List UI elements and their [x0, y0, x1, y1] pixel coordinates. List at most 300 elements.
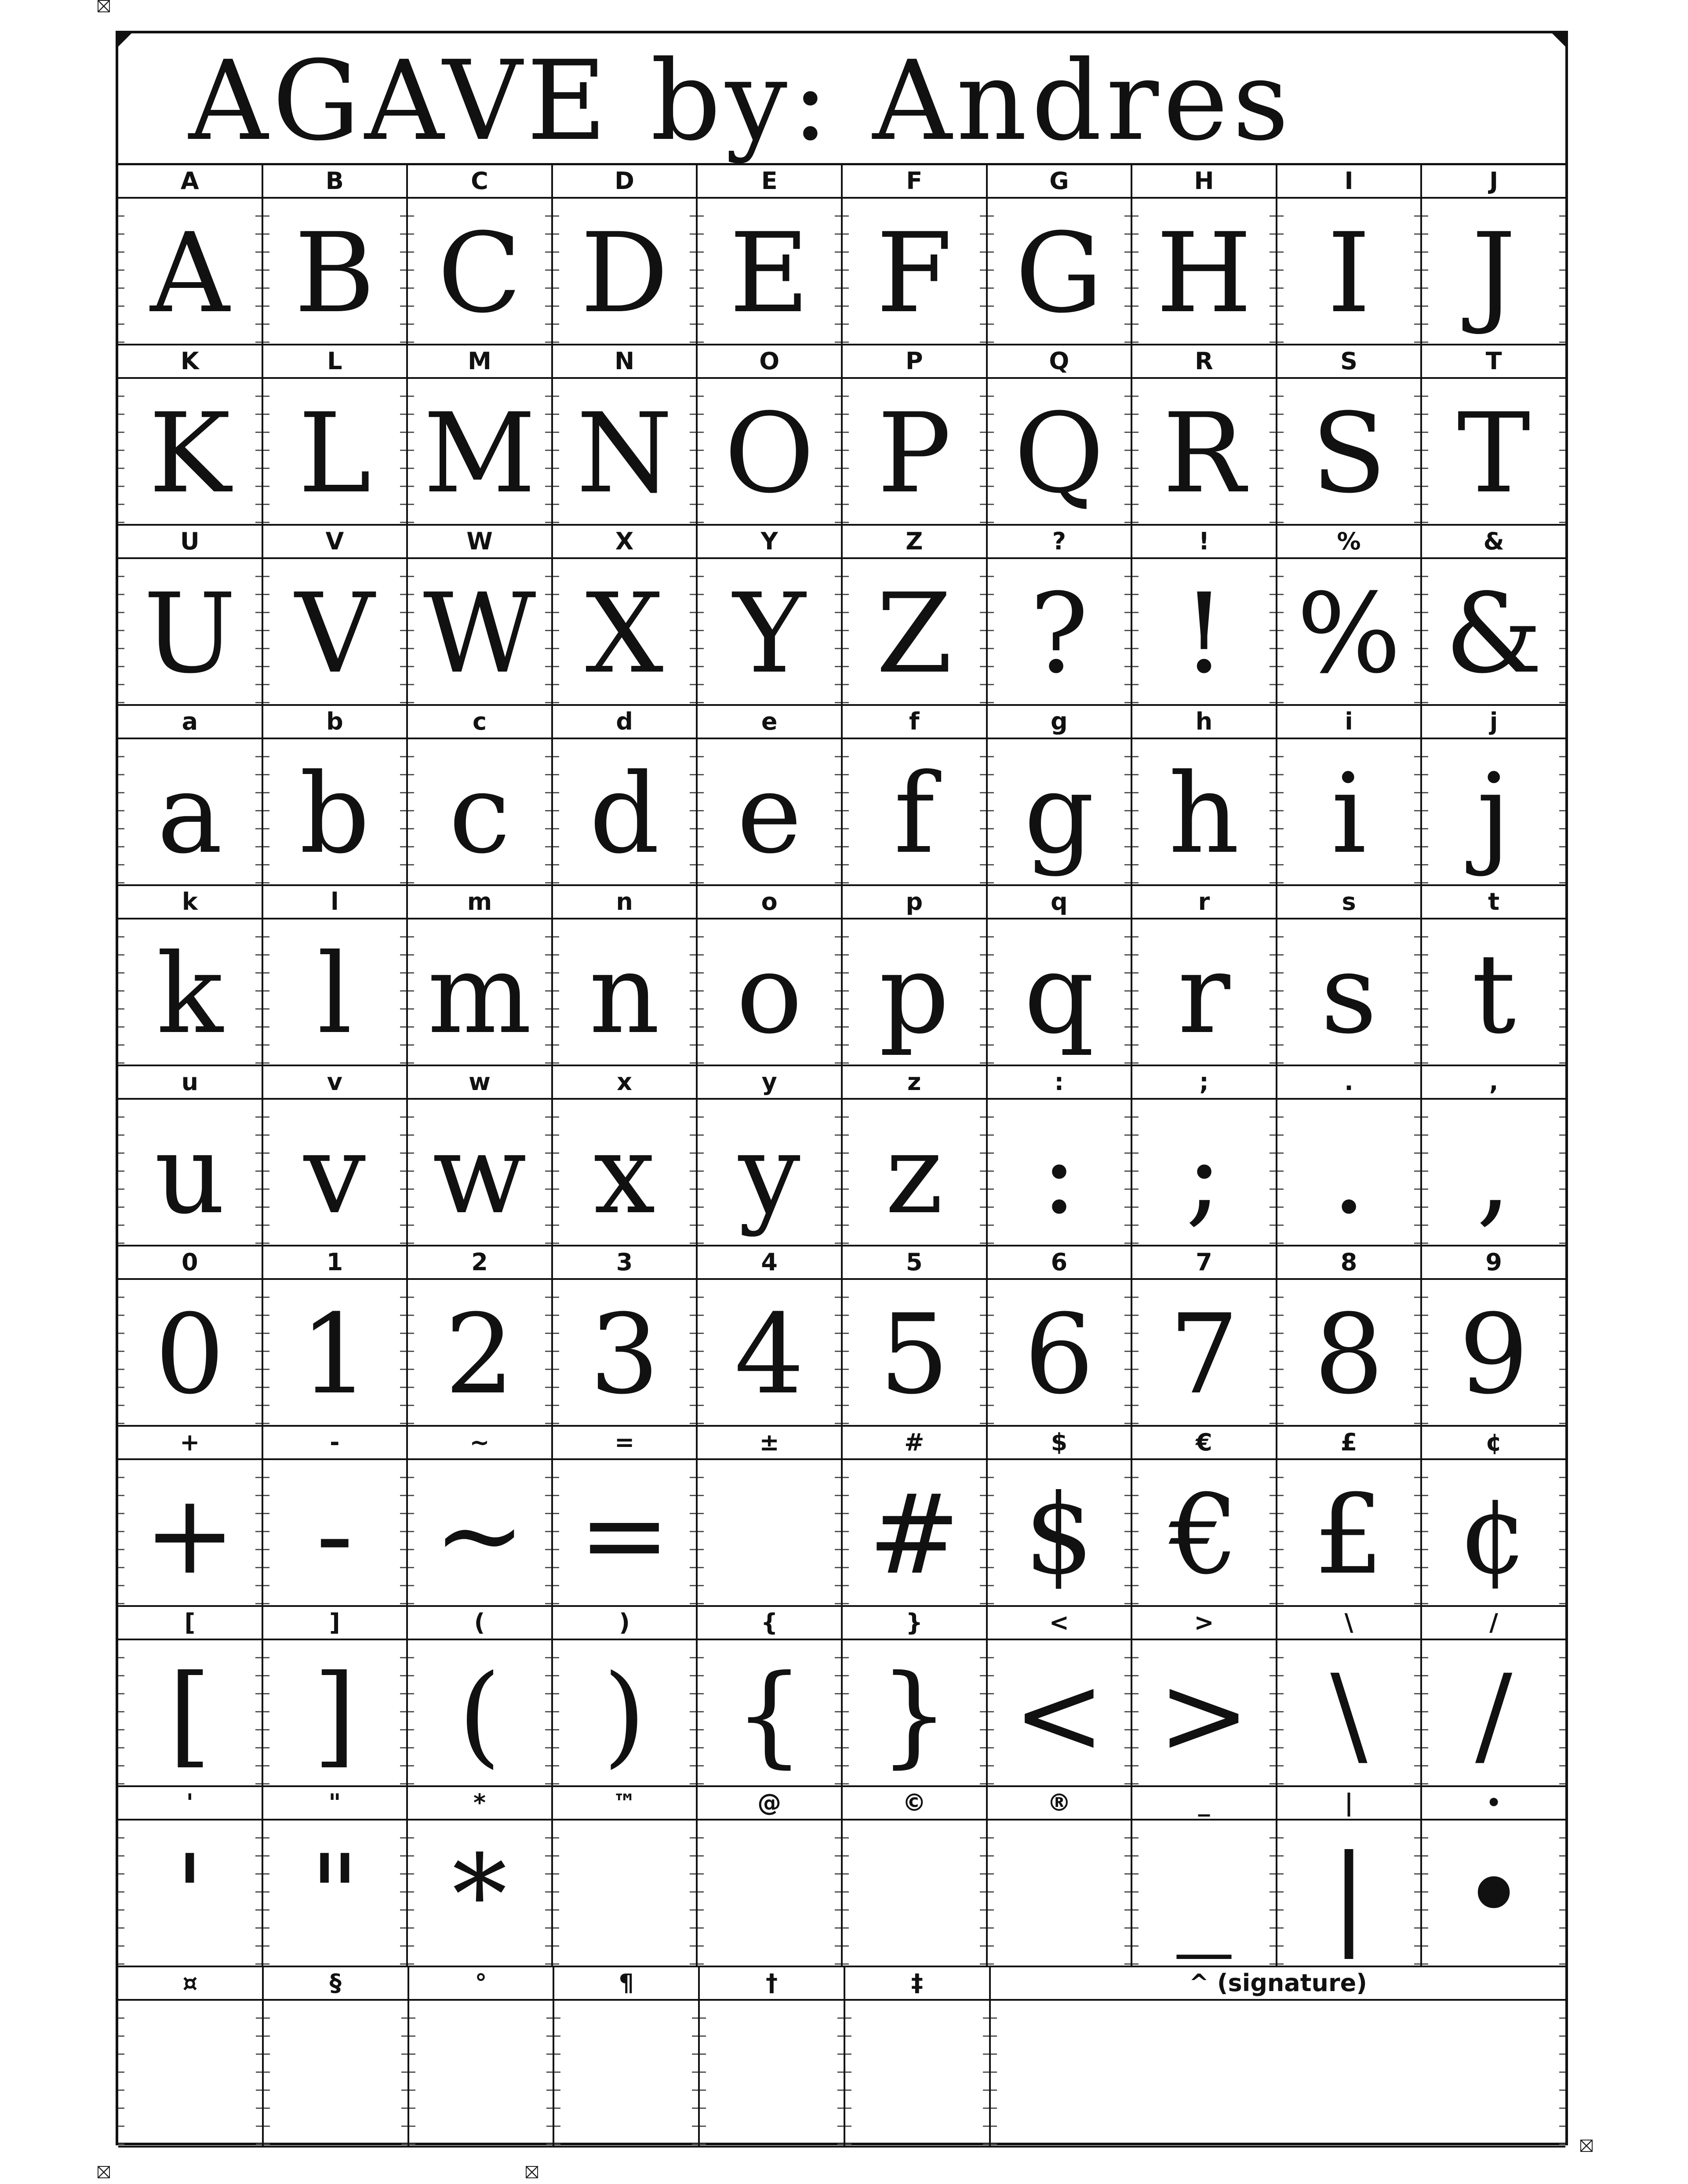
- glyph-sample: l: [317, 930, 353, 1058]
- glyph-sample: ?: [1030, 570, 1089, 698]
- glyph-box: [1132, 919, 1277, 1066]
- glyph-box: [698, 559, 843, 706]
- glyph-box: [408, 1821, 553, 1967]
- glyph-sample: y: [738, 1110, 800, 1238]
- cell-label: U: [118, 526, 263, 559]
- cell-label: €: [1132, 1427, 1277, 1460]
- label-row: [118, 1427, 1565, 1460]
- glyph-box: [988, 1460, 1133, 1607]
- cell-label: F: [843, 165, 988, 199]
- cell-label: e: [698, 706, 843, 739]
- cell-label: W: [408, 526, 553, 559]
- cell-label: N: [553, 345, 698, 379]
- glyph-sample: ~: [433, 1471, 526, 1599]
- title-row: [118, 33, 1565, 165]
- glyph-sample: /: [1475, 1651, 1513, 1779]
- glyph-sample: g: [1024, 750, 1095, 878]
- cell-label: !: [1132, 526, 1277, 559]
- cell-label: -: [263, 1427, 408, 1460]
- glyph-box: [263, 739, 408, 886]
- glyph-box: [553, 739, 698, 886]
- cell-label: [: [118, 1607, 263, 1640]
- label-row: [118, 165, 1565, 199]
- glyph-box: [1132, 1640, 1277, 1787]
- cell-label: #: [843, 1427, 988, 1460]
- glyph-box: [408, 1640, 553, 1787]
- cell-label: z: [843, 1066, 988, 1100]
- glyph-box: [1422, 739, 1565, 886]
- glyph-sample: A: [150, 209, 230, 337]
- glyph-box: [264, 2001, 409, 2148]
- glyph-row: [118, 919, 1565, 1066]
- cell-label: ¶: [554, 1967, 700, 2001]
- cell-label: %: [1277, 526, 1422, 559]
- cell-label: d: [553, 706, 698, 739]
- glyph-box: [118, 1640, 263, 1787]
- cell-label: =: [553, 1427, 698, 1460]
- glyph-box: [1132, 559, 1277, 706]
- glyph-box: [118, 559, 263, 706]
- glyph-box: [698, 919, 843, 1066]
- glyph-box: [1277, 559, 1422, 706]
- glyph-box: [843, 1460, 988, 1607]
- cell-label: •: [1422, 1787, 1565, 1821]
- label-row: [118, 1246, 1565, 1280]
- cell-label: }: [843, 1607, 988, 1640]
- cell-label: ©: [843, 1787, 988, 1821]
- glyph-sample: £: [1314, 1471, 1384, 1599]
- cell-label: £: [1277, 1427, 1422, 1460]
- glyph-sample: -: [316, 1471, 353, 1599]
- cell-label: 7: [1132, 1246, 1277, 1280]
- glyph-box: [553, 1280, 698, 1427]
- registration-mark: [526, 2166, 538, 2178]
- glyph-box: [988, 1821, 1133, 1967]
- glyph-sample: n: [589, 930, 660, 1058]
- glyph-box: [843, 199, 988, 345]
- glyph-box: [1422, 199, 1565, 345]
- glyph-box: [1132, 379, 1277, 526]
- glyph-box: [1277, 1280, 1422, 1427]
- cell-label: E: [698, 165, 843, 199]
- signature-box: [991, 2001, 1565, 2148]
- label-row: [118, 1607, 1565, 1640]
- glyph-box: [843, 1640, 988, 1787]
- glyph-box: [408, 919, 553, 1066]
- cell-label: l: [263, 886, 408, 919]
- glyph-box: [698, 199, 843, 345]
- glyph-sample: 9: [1459, 1290, 1529, 1418]
- glyph-sample: e: [737, 750, 802, 878]
- label-row: [118, 526, 1565, 559]
- cell-label: o: [698, 886, 843, 919]
- cell-label: @: [698, 1787, 843, 1821]
- glyph-sample: _: [1176, 1831, 1232, 1959]
- glyph-box: [988, 1100, 1133, 1246]
- cell-label: Z: [843, 526, 988, 559]
- glyph-box: [553, 919, 698, 1066]
- glyph-sample: :: [1040, 1110, 1078, 1238]
- glyph-box: [1422, 1821, 1565, 1967]
- glyph-sample: O: [724, 389, 815, 517]
- cell-label: ): [553, 1607, 698, 1640]
- label-row: [118, 1787, 1565, 1821]
- glyph-sample: w: [432, 1110, 527, 1238]
- cell-label: y: [698, 1066, 843, 1100]
- glyph-box: [698, 379, 843, 526]
- glyph-sample: N: [576, 389, 673, 517]
- glyph-sample: u: [154, 1110, 226, 1238]
- cell-label: b: [263, 706, 408, 739]
- cell-label: G: [988, 165, 1133, 199]
- cell-label: K: [118, 345, 263, 379]
- glyph-box: [553, 559, 698, 706]
- glyph-sample: }: [879, 1651, 950, 1779]
- glyph-box: [1277, 1640, 1422, 1787]
- glyph-sample: x: [593, 1110, 656, 1238]
- cell-label: ‡: [845, 1967, 991, 2001]
- glyph-sample: t: [1471, 930, 1516, 1058]
- glyph-sample: P: [877, 389, 951, 517]
- cell-label: P: [843, 345, 988, 379]
- glyph-sample: F: [876, 209, 953, 337]
- cell-label: S: [1277, 345, 1422, 379]
- cell-label: L: [263, 345, 408, 379]
- cell-label: x: [553, 1066, 698, 1100]
- cell-label: ]: [263, 1607, 408, 1640]
- glyph-box: [698, 1460, 843, 1607]
- glyph-sample: b: [299, 750, 370, 878]
- glyph-box: [698, 1821, 843, 1967]
- glyph-template-sheet: [116, 31, 1568, 2145]
- glyph-sample: Y: [733, 570, 806, 698]
- glyph-box: [1132, 1280, 1277, 1427]
- glyph-box: [263, 379, 408, 526]
- cell-label: V: [263, 526, 408, 559]
- glyph-sample: I: [1327, 209, 1371, 337]
- glyph-box: [408, 1100, 553, 1246]
- label-row: [118, 1066, 1565, 1100]
- glyph-box: [988, 919, 1133, 1066]
- glyph-box: [698, 1100, 843, 1246]
- glyph-sample: p: [879, 930, 950, 1058]
- glyph-box: [698, 1640, 843, 1787]
- cell-label: 5: [843, 1246, 988, 1280]
- cell-label: a: [118, 706, 263, 739]
- glyph-sample: q: [1024, 930, 1095, 1058]
- glyph-box: [554, 2001, 700, 2148]
- glyph-box: [553, 199, 698, 345]
- cell-label: ™: [553, 1787, 698, 1821]
- glyph-box: [263, 1640, 408, 1787]
- glyph-sample: f: [894, 750, 935, 878]
- cell-label: g: [988, 706, 1133, 739]
- glyph-box: [263, 919, 408, 1066]
- glyph-box: [553, 1460, 698, 1607]
- glyph-box: [263, 1280, 408, 1427]
- glyph-box: [553, 1100, 698, 1246]
- glyph-box: [843, 379, 988, 526]
- glyph-box: [263, 199, 408, 345]
- glyph-box: [1277, 919, 1422, 1066]
- cell-label: I: [1277, 165, 1422, 199]
- cell-label: ~: [408, 1427, 553, 1460]
- glyph-sample: (: [458, 1651, 501, 1779]
- cell-label: {: [698, 1607, 843, 1640]
- label-row: [118, 886, 1565, 919]
- glyph-sample: 8: [1314, 1290, 1384, 1418]
- glyph-box: [408, 1460, 553, 1607]
- glyph-box: [988, 379, 1133, 526]
- cell-label: t: [1422, 886, 1565, 919]
- glyph-sample: K: [149, 389, 231, 517]
- glyph-box: [1277, 1460, 1422, 1607]
- cell-label: _: [1132, 1787, 1277, 1821]
- cell-label: ®: [988, 1787, 1133, 1821]
- cell-label: >: [1132, 1607, 1277, 1640]
- glyph-sample: !: [1182, 570, 1226, 698]
- cell-label: D: [553, 165, 698, 199]
- cell-label: s: [1277, 886, 1422, 919]
- glyph-sample: 5: [879, 1290, 950, 1418]
- glyph-box: [1132, 1100, 1277, 1246]
- glyph-sample: j: [1477, 750, 1511, 878]
- glyph-box: [118, 1280, 263, 1427]
- glyph-box: [408, 559, 553, 706]
- glyph-sample: k: [156, 930, 223, 1058]
- glyph-row: [118, 1460, 1565, 1607]
- cell-label: *: [408, 1787, 553, 1821]
- glyph-box: [118, 739, 263, 886]
- glyph-box: [843, 1100, 988, 1246]
- glyph-box: [1132, 1821, 1277, 1967]
- cell-label: k: [118, 886, 263, 919]
- glyph-sample: 6: [1024, 1290, 1094, 1418]
- cell-label: 3: [553, 1246, 698, 1280]
- cell-label: T: [1422, 345, 1565, 379]
- glyph-box: [843, 739, 988, 886]
- glyph-sample: >: [1158, 1651, 1250, 1779]
- glyph-box: [988, 1280, 1133, 1427]
- glyph-sample: C: [437, 209, 522, 337]
- cell-label: 0: [118, 1246, 263, 1280]
- cell-label: (: [408, 1607, 553, 1640]
- cell-label: n: [553, 886, 698, 919]
- glyph-sample: +: [144, 1471, 236, 1599]
- glyph-box: [263, 1100, 408, 1246]
- glyph-sample: {: [734, 1651, 804, 1779]
- cell-label: ': [118, 1787, 263, 1821]
- glyph-sample: L: [298, 389, 371, 517]
- glyph-row: [118, 559, 1565, 706]
- page-title: AGAVE by: Andres: [189, 37, 1294, 165]
- glyph-sample: S: [1311, 389, 1387, 517]
- glyph-sample: D: [580, 209, 669, 337]
- glyph-sample: E: [729, 209, 810, 337]
- glyph-sample: ': [175, 1831, 205, 1959]
- cell-label: H: [1132, 165, 1277, 199]
- glyph-sample: #: [868, 1471, 960, 1599]
- cell-label: |: [1277, 1787, 1422, 1821]
- glyph-sample: T: [1457, 389, 1531, 517]
- glyph-sample: J: [1472, 209, 1516, 337]
- glyph-box: [1277, 1100, 1422, 1246]
- glyph-row: [118, 1100, 1565, 1246]
- glyph-row: [118, 1640, 1565, 1787]
- glyph-sample: ": [309, 1831, 360, 1959]
- glyph-sample: s: [1321, 930, 1377, 1058]
- cell-label: &: [1422, 526, 1565, 559]
- glyph-sample: 0: [155, 1290, 225, 1418]
- cell-label: :: [988, 1066, 1133, 1100]
- glyph-sample: Q: [1014, 389, 1104, 517]
- glyph-box: [1422, 919, 1565, 1066]
- cell-label: R: [1132, 345, 1277, 379]
- cell-label: ¢: [1422, 1427, 1565, 1460]
- glyph-box: [1422, 1100, 1565, 1246]
- glyph-box: [118, 919, 263, 1066]
- glyph-row: [118, 199, 1565, 345]
- glyph-sample: 7: [1169, 1290, 1239, 1418]
- glyph-box: [553, 379, 698, 526]
- glyph-sample: 2: [444, 1290, 515, 1418]
- glyph-box: [408, 379, 553, 526]
- cell-label: J: [1422, 165, 1565, 199]
- glyph-sample: U: [143, 570, 236, 698]
- cell-label: 8: [1277, 1246, 1422, 1280]
- glyph-row: [118, 2001, 1565, 2148]
- glyph-box: [1277, 199, 1422, 345]
- cell-label: M: [408, 345, 553, 379]
- glyph-box: [698, 1280, 843, 1427]
- glyph-sample: m: [427, 930, 532, 1058]
- cell-label: B: [263, 165, 408, 199]
- cell-label: w: [408, 1066, 553, 1100]
- cell-label: c: [408, 706, 553, 739]
- label-row: [118, 1967, 1565, 2001]
- glyph-sample: •: [1461, 1831, 1526, 1959]
- glyph-sample: &: [1444, 570, 1543, 698]
- cell-label: Q: [988, 345, 1133, 379]
- cell-label: <: [988, 1607, 1133, 1640]
- glyph-row: [118, 739, 1565, 886]
- cell-label: h: [1132, 706, 1277, 739]
- cell-label: v: [263, 1066, 408, 1100]
- glyph-box: [408, 1280, 553, 1427]
- glyph-box: [1422, 559, 1565, 706]
- cell-label: i: [1277, 706, 1422, 739]
- glyph-box: [988, 739, 1133, 886]
- glyph-sample: d: [589, 750, 660, 878]
- glyph-sample: 3: [589, 1290, 660, 1418]
- glyph-sample: ,: [1476, 1110, 1511, 1238]
- glyph-box: [843, 1280, 988, 1427]
- glyph-row: [118, 1821, 1565, 1967]
- glyph-sample: h: [1168, 750, 1240, 878]
- glyph-sample: *: [452, 1831, 507, 1959]
- cell-label: ,: [1422, 1066, 1565, 1100]
- label-row: [118, 345, 1565, 379]
- cell-label: 9: [1422, 1246, 1565, 1280]
- glyph-sample: G: [1015, 209, 1103, 337]
- glyph-box: [118, 379, 263, 526]
- glyph-box: [843, 1821, 988, 1967]
- glyph-box: [1132, 1460, 1277, 1607]
- glyph-box: [843, 559, 988, 706]
- glyph-box: [408, 199, 553, 345]
- glyph-box: [1277, 1821, 1422, 1967]
- cell-label: ?: [988, 526, 1133, 559]
- cell-label: 1: [263, 1246, 408, 1280]
- registration-mark: [98, 0, 110, 12]
- glyph-box: [1422, 1640, 1565, 1787]
- glyph-box: [263, 1821, 408, 1967]
- glyph-box: [118, 1821, 263, 1967]
- glyph-sample: ): [603, 1651, 646, 1779]
- glyph-box: [553, 1821, 698, 1967]
- glyph-box: [553, 1640, 698, 1787]
- cell-label: \: [1277, 1607, 1422, 1640]
- cell-label: p: [843, 886, 988, 919]
- cell-label: O: [698, 345, 843, 379]
- glyph-box: [1132, 739, 1277, 886]
- glyph-sample: €: [1169, 1471, 1239, 1599]
- cell-label: +: [118, 1427, 263, 1460]
- glyph-sample: B: [294, 209, 375, 337]
- glyph-sample: =: [578, 1471, 671, 1599]
- glyph-box: [1132, 199, 1277, 345]
- label-row: [118, 706, 1565, 739]
- glyph-sample: R: [1162, 389, 1246, 517]
- glyph-box: [1422, 1460, 1565, 1607]
- cell-label: j: [1422, 706, 1565, 739]
- glyph-sample: |: [1330, 1831, 1368, 1959]
- glyph-row: [118, 379, 1565, 526]
- glyph-box: [1422, 1280, 1565, 1427]
- cell-label: ±: [698, 1427, 843, 1460]
- glyph-sample: %: [1296, 570, 1401, 698]
- glyph-box: [700, 2001, 845, 2148]
- glyph-sample: ]: [313, 1651, 357, 1779]
- glyph-row: [118, 1280, 1565, 1427]
- glyph-box: [988, 559, 1133, 706]
- glyph-box: [698, 739, 843, 886]
- glyph-sample: .: [1331, 1110, 1367, 1238]
- cell-label: q: [988, 886, 1133, 919]
- glyph-sample: V: [295, 570, 375, 698]
- glyph-sample: o: [736, 930, 803, 1058]
- glyph-sample: [: [168, 1651, 211, 1779]
- glyph-box: [263, 1460, 408, 1607]
- glyph-sample: i: [1331, 750, 1367, 878]
- cell-label: Y: [698, 526, 843, 559]
- glyph-sample: r: [1178, 930, 1230, 1058]
- cell-label: f: [843, 706, 988, 739]
- glyph-box: [408, 739, 553, 886]
- cell-label: 4: [698, 1246, 843, 1280]
- registration-mark: [1580, 2140, 1593, 2152]
- cell-label: ¤: [118, 1967, 264, 2001]
- glyph-sample: X: [585, 570, 664, 698]
- glyph-box: [118, 199, 263, 345]
- glyph-sample: H: [1156, 209, 1252, 337]
- glyph-box: [843, 919, 988, 1066]
- glyph-sample: z: [885, 1110, 943, 1238]
- glyph-sample: Z: [876, 570, 953, 698]
- glyph-box: [118, 1460, 263, 1607]
- glyph-box: [1422, 379, 1565, 526]
- glyph-box: [845, 2001, 991, 2148]
